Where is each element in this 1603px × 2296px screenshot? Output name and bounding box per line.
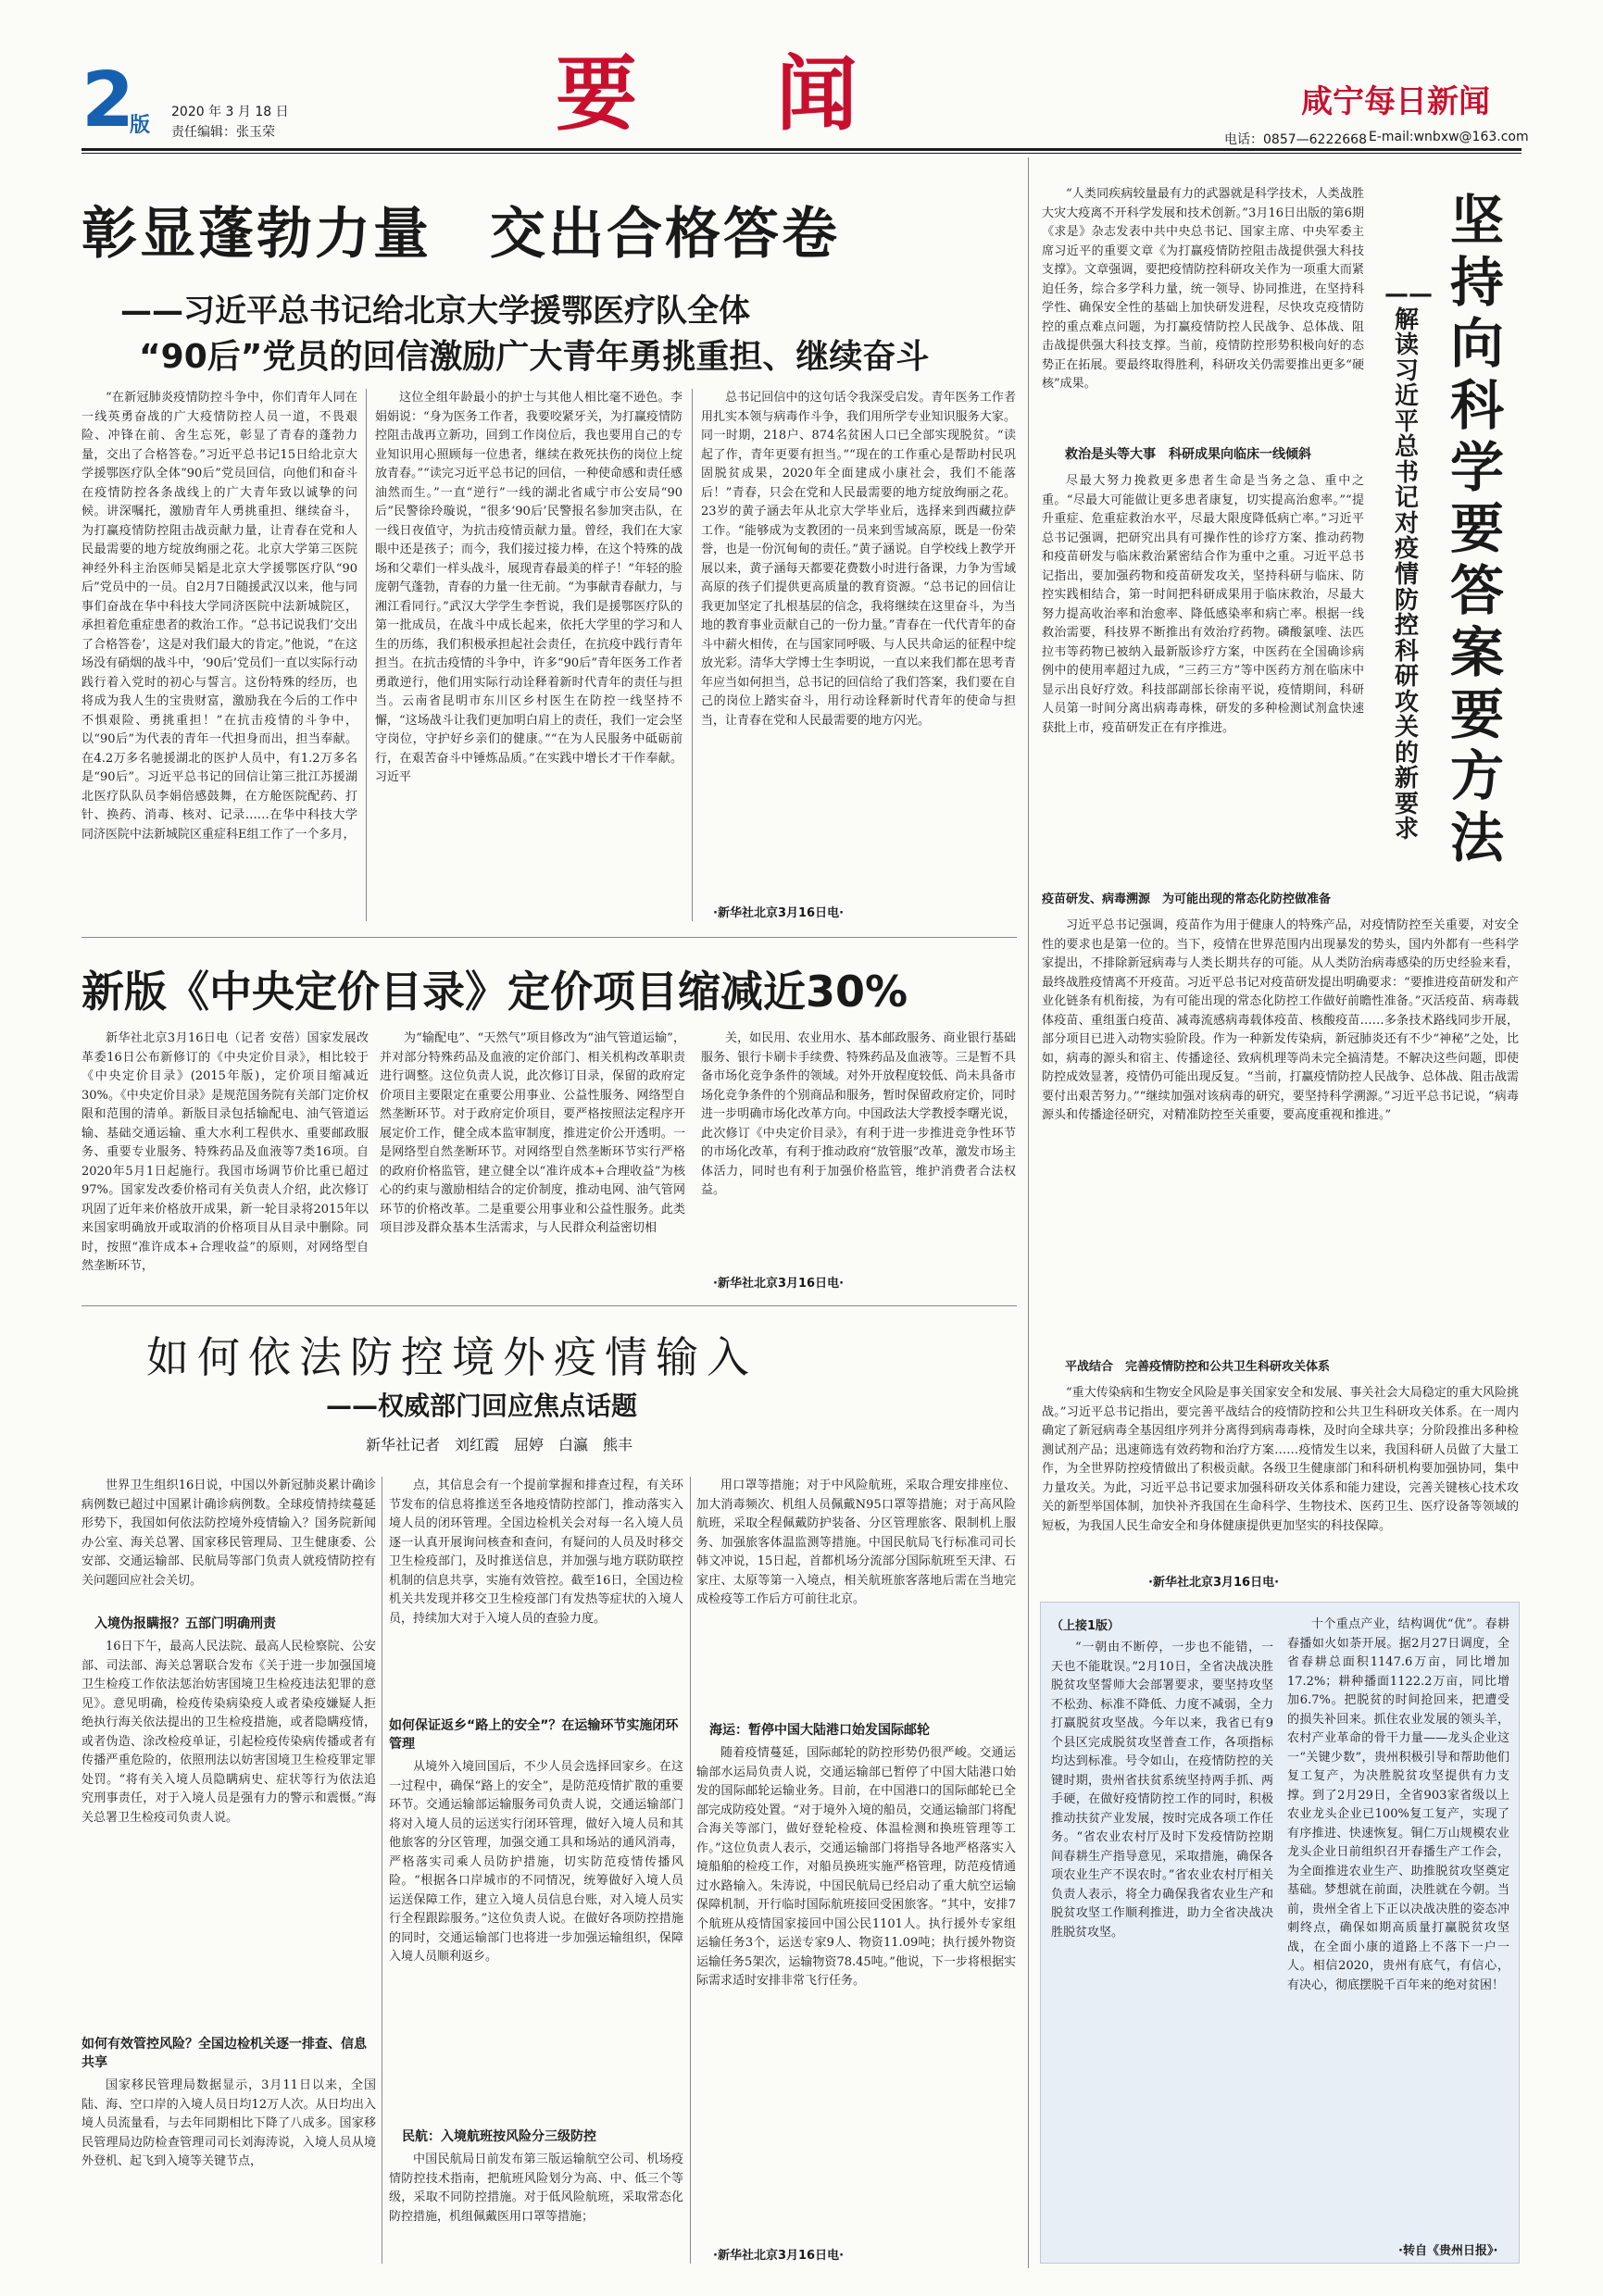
article4-section-3: “重大传染病和生物安全风险是事关国家安全和发展、事关社会大局稳定的重大风险挑战。”习近平总书记指出，要完善平战结合的疫情防控和公共卫生科研攻关体系。在一周内确定了新冠病毒全基因组序列并分离得到病毒毒株，及时向全球共享；分阶段推出多种检测试剂产品；迅速筛选有效药物和治疗方案……疫情发生以来，我国科研人员做了大量工作，为全世界防控疫情做出了积极贡献。各级卫生健康部门和科研机构要加强协同，集中力量攻关。为此，习近平总书记要求加强科研攻关体系和能力建设，完善关键核心技术攻关的新型举国体制，加快补齐我国在生命科学、生物技术、医药卫生、医疗设备等领域的短板，为我国人民生命安全和身体健康提供更加坚实的科技保障。 — [1042, 1386, 1519, 1533]
article1-column-1: “在新冠肺炎疫情防控斗争中，你们青年人同在一线英勇奋战的广大疫情防控人员一道，不畏艰险、冲锋在前、舍生忘死，彰显了青春的蓬勃力量，交出了合格答卷。”习近平总书记15日给北京大学援鄂医疗队全体“90后”党员回信，向他们和奋斗在疫情防控各条战线上的广大青年致以诚挚的问候。讲深嘱托，激励青年人勇挑重担、继续奋斗，为打赢疫情防控阻击战贡献力量，让青春在党和人民最需要的地方绽放绚丽之花。北京大学第三医院神经外科主治医师吴韬是北京大学援鄂医疗队“90后”党员中的一员。自2月7日随援武汉以来，他与同事们奋战在华中科技大学同济医院中法新城院区，承担着危重症患者的救治工作。“总书记说我们‘交出了合格答卷’，这是对我们最大的肯定。”他说，“在这场没有硝烟的战斗中，‘90后’党员们一直以实际行动践行着入党时的初心与誓言。这份特殊的经历，也将成为我人生的宝贵财富，激励我在今后的工作中不惧艰险、勇挑重担！”在抗击疫情的斗争中，以“90后”为代表的青年一代担身而出，担当奉献。在4.2万多名驰援湖北的医护人员中，有1.2万多名是“90后”。习近平总书记的回信让第三批江苏援湖北医疗队队员李娟倍感鼓舞，在方舱医院配药、打针、换药、消毒、核对、记录……在华中科技大学同济医院中法新城院区重症科E组工作了一个多月， — [81, 391, 357, 842]
column-divider — [1028, 157, 1029, 2268]
article1-column-3: 总书记回信中的这句话令我深受启发。青年医务工作者用扎实本领与病毒作斗争，我们用所学专业知识服务大家。同一时期，218户、874名贫困人口已全部实现脱贫。“读起了作，青年更要有担当。”“现在的工作重心是帮助村民巩固脱贫成果，2020年全面建成小康社会，我们不能落后！”青春，只会在党和人民最需要的地方绽放绚丽之花。23岁的黄子涵去年从北京大学毕业后，选择来到西藏拉萨工作。“能够成为支教团的一员来到雪域高原，既是一份荣誉，也是一份沉甸甸的责任。”黄子涵说。自学校线上教学开展以来，黄子涵每天都要花费数小时进行备课，力争为雪域高原的孩子们提供更高质量的教育资源。“总书记的回信让我更加坚定了扎根基层的信念，我将继续在这里奋斗，为当地的教育事业贡献自己的一份力量。”青春在一代代青年的奋斗中薪火相传，在与国家同呼吸、与人民共命运的征程中绽放光彩。清华大学博士生李明说，一直以来我们都在思考青年应当如何担当，总书记的回信给了我们答案，我们要在自己的岗位上踏实奋斗，用行动诠释新时代青年的使命与担当，让青春在党和人民最需要的地方闪光。 — [701, 391, 1016, 728]
article3-column-1: 世界卫生组织16日说，中国以外新冠肺炎累计确诊病例数已超过中国累计确诊病例数。全球疫情持续蔓延形势下，我国如何依法防控境外疫情输入？国务院新闻办公室、海关总署、国家移民管理局、卫生健康委、公安部、交通运输部、民航局等部门负责人就疫情防控有关问题回应社会关切。 入境伪报瞒报？五部门明确刑责 16日下午，最高人民法院、最高人民检察院、公安部、司法部、海关总署联合发布《关于进一步加强国境卫生检疫工作依法惩治妨害国境卫生检疫违法犯罪的意见》。意见明确，检疫传染病染疫人或者染疫嫌疑人拒绝执行海关依法提出的卫生检疫措施，或者隐瞒疫情，或者伪造、涂改检疫单证，引起检疫传染病传播或者有传播严重危险的，依照刑法以妨害国境卫生检疫罪定罪处罚。“将有关入境人员隐瞒病史、症状等行为依法追究刑事责任，对于入境人员是强有力的警示和震慑。”海关总署卫生检疫司负责人说。 如何有效管控风险？全国边检机关逐一排查、信息共享 国家移民管理局数据显示，3月11日以来，全国陆、海、空口岸的入境人员日均12万人次。从日均出入境人员流量看，与去年同期相比下降了八成多。国家移民管理局边防检查管理司司长刘海涛说，入境人员从境外登机、起飞到入境等关键节点， — [81, 1479, 376, 2168]
email-address: E-mail:wnbxw@163.com — [1369, 130, 1529, 144]
phone-number: 电话：0857—6222668 — [1224, 132, 1367, 147]
newspaper-name: 咸宁每日新闻 — [1301, 83, 1490, 120]
article4-intro: “人类同疾病较量最有力的武器就是科学技术，人类战胜大灾大疫离不开科学发展和技术创新。”3月16日出版的第6期《求是》杂志发表中共中央总书记、国家主席、中央军委主席习近平的重要文章《为打赢疫情防控阻击战提供强大科技支撑》。文章强调，要把疫情防控科研攻关作为一项重大而紧迫任务，综合多学科力量，统一领导、协同推进，在坚持科学性、确保安全性的基础上加快研发进程，尽快攻克疫情防控的重点难点问题，为打赢疫情防控人民战争、总体战、阻击战提供强大科技支撑。当前，疫情防控形势积极向好的态势正在拓展。要最终取得胜利，科研攻关仍需要推出更多“硬核”成果。 — [1042, 187, 1364, 391]
article3-subhead-d: 民航：入境航班按风险分三级防控 — [402, 2129, 596, 2144]
section-divider — [81, 937, 1017, 938]
page-number: 2 — [81, 56, 135, 144]
article3-subhead-c: 如何保证返乡“路上的安全”？在运输环节实施闭环管理 — [389, 1718, 679, 1752]
article5-column-1: “一朝由不断停，一步也不能错，一天也不能耽误。”2月10日，全省决战决胜脱贫攻坚誓师大会部署要求，要坚持攻坚不松劲、标准不降低、力度不减弱，全力打赢脱贫攻坚战。今年以来，我省已有9个县区完成脱贫攻坚普查工作，各项指标均达到标准。号令如山，在疫情防控的关键时期，贵州省扶贫系统坚持两手抓、两手硬，在做好疫情防控工作的同时，积极推动扶贫产业发展，按时完成各项工作任务。“省农业农村厅及时下发疫情防控期间春耕生产指导意见，采取措施，确保各项农业生产不误农时。”省农业农村厅相关负责人表示，将全力确保我省农业生产和脱贫攻坚工作顺利推进，助力全省决战决胜脱贫攻坚。 — [1051, 1641, 1273, 1940]
article4-subhead-1: 救治是头等大事 科研成果向临床一线倾斜 — [1065, 447, 1311, 462]
article2-headline: 新版《中央定价目录》定价项目缩减近30% — [81, 967, 908, 1017]
article2-column-2: 为“输配电”、“天然气”项目修改为“油气管道运输”，并对部分特殊药品及血液的定价部门、相关机构改革职责进行调整。这位负责人说，此次修订目录，保留的政府定价项目主要限定在重要公用事业、公益性服务、网络型自然垄断环节。对于政府定价项目，要严格按照法定程序开展定价工作，健全成本监审制度，推进定价公开透明。一是网络型自然垄断环节。对网络型自然垄断环节实行严格的政府价格监管，建立健全以“准许成本+合理收益”为核心的约束与激励相结合的定价制度，推动电网、油气管网环节的价格改革。二是重要公用事业和公益性服务。此类项目涉及群众基本生活需求，与人民群众利益密切相 — [380, 1031, 685, 1235]
editor-credit: 责任编辑：张玉荣 — [171, 125, 275, 140]
article5-column-2: 十个重点产业，结构调优“优”。春耕春播如火如荼开展。据2月27日调度，全省春耕总面积1147.6万亩，同比增加17.2%；耕种播面1122.2万亩，同比增加6.7%。把脱贫的时间抢回来，把遭受的损失补回来。抓住农业发展的领头羊，农村产业革命的骨干力量——龙头企业这一“关键少数”，贵州积极引导和帮助他们复工复产，为决胜脱贫攻坚提供有力支撑。到了2月29日，全省903家省级以上农业龙头企业已100%复工复产，实现了有序推进、快速恢复。铜仁万山规模农业龙头企业日前组织召开春播生产工作会，为全面推进农业生产、助推脱贫攻坚奠定基础。梦想就在前面，决胜就在今朝。当前，贵州全省上下正以决战决胜的姿态冲刺终点，确保如期高质量打赢脱贫攻坚战，在全面小康的道路上不落下一户一人。相信2020，贵州有底气，有信心，有决心，彻底摆脱千百年来的绝对贫困！ — [1287, 1617, 1509, 1992]
article3-column-2: 点，其信息会有一个提前掌握和排查过程，有关环节发布的信息将推送至各地疫情防控部门，推动落实入境人员的闭环管理。全国边检机关会对每一名入境人员逐一认真开展询问核查和查问，有疑问的人员及时移交卫生检疫部门，及时推送信息，并加强与地方联防联控机制的信息共享，实施有效管控。截至16日，全国边检机关共发现并移交卫生检疫部门有发热等症状的入境人员，持续加大对于入境人员的查验力度。 如何保证返乡“路上的安全”？在运输环节实施闭环管理 从境外入境回国后，不少人员会选择回家乡。在这一过程中，确保“路上的安全”，是防范疫情扩散的重要环节。交通运输部运输服务司负责人说，交通运输部门将对入境人员的运送实行闭环管理，做好入境人员和其他旅客的分区管理，加强交通工具和场站的通风消毒，严格落实司乘人员防护措施，切实防范疫情传播风险。“根据各口岸城市的不同情况，统筹做好入境人员运送保障工作，建立入境人员信息台账，对入境人员实行全程跟踪服务。”这位负责人说。在做好各项防控措施的同时，交通运输部门也将进一步加强运输组织，保障入境人员顺利返乡。 民航：入境航班按风险分三级防控 中国民航局日前发布第三版运输航空公司、机场疫情防控技术指南，把航班风险划分为高、中、低三个等级，采取不同防控措施。对于低风险航班，采取常态化防控措施，机组佩戴医用口罩等措施； — [389, 1479, 683, 2224]
article1-subhead-2: “90后”党员的回信激励广大青年勇挑重担、继续奋斗 — [139, 338, 930, 376]
article4-subhead-2: 疫苗研发、病毒溯源 为可能出现的常态化防控做准备 — [1042, 892, 1332, 906]
article5-source: ·转自《贵州日报》· — [1398, 2244, 1498, 2258]
article3-column-3: 用口罩等措施；对于中风险航班，采取合理安排座位、加大消毒频次、机组人员佩戴N95口罩等措施；对于高风险航班，采取全程佩戴防护装备、分区管理旅客、限制机上服务、加强旅客体温监测等措施。中国民航局飞行标准司司长韩文冲说，15日起，首都机场分流部分国际航班至天津、石家庄、太原等第一入境点，相关航班旅客落地后需在当地完成检疫等工作后方可前往北京。 海运：暂停中国大陆港口始发国际邮轮 随着疫情蔓延，国际邮轮的防控形势仍很严峻。交通运输部水运局负责人说，交通运输部已暂停了中国大陆港口始发的国际邮轮运输业务。目前，在中国港口的国际邮轮已全部完成防疫处置。“对于境外入境的船员，交通运输部门将配合海关等部门，做好登轮检疫、体温检测和换班管理等工作。”这位负责人表示，交通运输部门将指导各地严格落实入境船舶的检疫工作，对船员换班实施严格管理，防范疫情通过水路输入。朱涛说，中国民航局已经启动了重大航空运输保障机制，开行临时国际航班接回受困旅客。“其中，安排7个航班从疫情国家接回中国公民1101人。执行援外专家组运输任务3个，运送专家9人、物资11.09吨；执行援外物资运输任务5架次，运输物资78.45吨。”他说，下一步将根据实际需求适时安排非常飞行任务。 — [696, 1479, 1016, 1988]
article2-column-1: 新华社北京3月16日电（记者 安蓓）国家发展改革委16日公布新修订的《中央定价目录》，相比较于《中央定价目录》(2015年版)，定价项目缩减近30%。《中央定价目录》是规范国务院有关部门定价权限和范围的清单。新版目录包括输配电、油气管道运输、基础交通运输、重大水利工程供水、重要邮政服务、重要专业服务、特殊药品及血液等7类16项。自2020年5月1日起施行。我国市场调节价比重已超过97%。国家发改委价格司有关负责人介绍，此次修订巩固了近年来价格放开成果，新一轮目录将2015年以来国家明确放开或取消的价格项目从目录中删除。同时，按照“准许成本+合理收益”的原则，对网络型自然垄断环节， — [81, 1031, 369, 1273]
article4-vertical-subhead: ——解读习近平总书记对疫情防控科研攻关的新要求 — [1384, 281, 1433, 844]
article1-subhead-1: ——习近平总书记给北京大学援鄂医疗队全体 — [120, 293, 750, 330]
masthead-rule-thin — [81, 153, 1522, 154]
article3-subhead: ——权威部门回应焦点话题 — [326, 1391, 638, 1421]
article3-byline: 新华社记者 刘红霞 屈婷 白瀛 熊丰 — [366, 1436, 633, 1454]
article3-subhead-e: 海运：暂停中国大陆港口始发国际邮轮 — [709, 1723, 930, 1738]
article1-column-2: 这位全组年龄最小的护士与其他人相比毫不逊色。李娟娟说：“身为医务工作者，我要咬紧牙关，为打赢疫情防控阻击战再立新功，回到工作岗位后，我也要用自己的专业知识用心照顾每一位患者，继续在救死扶伤的岗位上绽放青春。”“读完习近平总书记的回信，一种使命感和责任感油然而生。”一直“逆行”一线的湖北省咸宁市公安局“90后”民警徐玲璇说，“很多‘90后’民警报名参加突击队，在一线日夜值守，为抗击疫情贡献力量。曾经，我们在大家眼中还是孩子；而今，我们接过接力棒，在这个特殊的战场和父辈们一样头战斗，展现青春最美的样子！”年轻的脸庞朝气蓬勃，青春的力量一往无前。“为事献青春献力，与湘江看同行。”武汉大学学生李哲说，我们是援鄂医疗队的第一批成员，在战斗中成长起来，依托大学里的学习和人生的历练，我们积极承担起社会责任，在抗疫中践行青年担当。在抗击疫情的斗争中，许多“90后”青年医务工作者勇敢逆行，他们用实际行动诠释着新时代青年的责任与担当。云南省昆明市东川区乡村医生在防控一线坚持不懈，“这场战斗让我们更加明白肩上的责任，我们一定会坚守岗位，守护好乡亲们的健康。”“在为人民服务中砥砺前行，在艰苦奋斗中锤炼品质。”在实践中增长才干作奉献。习近平 — [375, 391, 683, 784]
section-title: 要闻 — [556, 46, 997, 142]
article4-subhead-3: 平战结合 完善疫情防控和公共卫生科研攻关体系 — [1065, 1360, 1331, 1374]
page-label: 版 — [130, 114, 151, 137]
column-divider — [692, 389, 693, 921]
article4-section-1: 尽最大努力挽救更多患者生命是当务之急、重中之重。“尽最大可能做让更多患者康复，切实提高治愈率。”“提升重症、危重症救治水平，尽最大限度降低病亡率。”习近平总书记强调，把研究出具有可操作性的诊疗方案、推动药物和疫苗研发与临床救治紧密结合作为重中之重。习近平总书记指出，要加强药物和疫苗研发攻关，坚持科研与临床、防控实践相结合，第一时间把科研成果用于临床救治，尽最大努力提高收治率和治愈率、降低感染率和病亡率。根据一线救治需要，科技界不断推出有效治疗药物。磷酸氯喹、法匹拉韦等药物已被纳入最新版诊疗方案，中医药在全国确诊病例中的使用率超过九成，“三药三方”等中医药方剂在临床中显示出良好疗效。科技部副部长徐南平说，疫情期间，科研人员第一时间分离出病毒毒株，研发的多种检测试剂盒快速获批上市，疫苗研发正在有序推进。 — [1042, 474, 1364, 735]
article4-source: ·新华社北京3月16日电· — [1148, 1576, 1280, 1590]
section-divider — [81, 1305, 1017, 1306]
article3-subhead-a: 入境伪报瞒报？五部门明确刑责 — [94, 1616, 276, 1631]
continued-label: （上接1版） — [1051, 1619, 1121, 1633]
article1-source: ·新华社北京3月16日电· — [713, 906, 845, 920]
issue-date: 2020 年 3 月 18 日 — [171, 105, 289, 119]
column-divider — [690, 1477, 691, 2264]
article2-source: ·新华社北京3月16日电· — [713, 1277, 845, 1291]
article2-column-3: 关，如民用、农业用水、基本邮政服务、商业银行基础服务、银行卡刷卡手续费、特殊药品及血液等。三是暂不具备市场化竞争条件的领域。对外开放程度较低、尚未具备市场化竞争条件的个别商品和服务，暂时保留政府定价，同时进一步明确市场化改革方向。中国政法大学教授李曙光说，此次修订《中央定价目录》，有利于进一步推进竞争性环节的市场化改革，有利于推动政府“放管服”改革，激发市场主体活力，同时也有利于加强价格监管，维护消费者合法权益。 — [701, 1031, 1016, 1197]
masthead-rule — [81, 148, 1522, 151]
article1-headline: 彰显蓬勃力量 交出合格答卷 — [81, 202, 840, 267]
article3-source: ·新华社北京3月16日电· — [713, 2249, 845, 2263]
article3-subhead-b: 如何有效管控风险？全国边检机关逐一排查、信息共享 — [81, 2037, 367, 2070]
article3-headline: 如何依法防控境外疫情输入 — [146, 1332, 758, 1382]
column-divider — [366, 389, 367, 921]
article4-section-2: 习近平总书记强调，疫苗作为用于健康人的特殊产品，对疫情防控至关重要，对安全性的要求也是第一位的。当下，疫情在世界范围内出现暴发的势头，国内外都有一些科学家提出，不排除新冠病毒与人类长期共存的可能。从人类防治病毒感染的历史经验来看，最终战胜疫情离不开疫苗。习近平总书记对疫苗研发提出明确要求：“要推进疫苗研发和产业化链条有机衔接，为有可能出现的常态化防控工作做好前瞻性准备。”灭活疫苗、病毒载体疫苗、重组蛋白疫苗、减毒流感病毒载体疫苗、核酸疫苗……多条技术路线同步开展，部分项目已进入动物实验阶段。作为一种新发传染病，新冠肺炎还有不少“神秘”之处，比如，病毒的源头和宿主、传播途径、致病机理等尚未完全搞清楚。不解决这些问题，即使防控成效显著，疫情仍可能出现反复。“当前，打赢疫情防控人民战争、总体战、阻击战需要付出艰苦努力。”“继续加强对该病毒的研究，要坚持科学溯源。”习近平总书记说，“病毒源头和传播途径研究，对精准防控至关重要，要高度重视和推进。” — [1042, 918, 1519, 1122]
article4-vertical-headline: 坚持向科学要答案要方法 — [1449, 189, 1504, 869]
